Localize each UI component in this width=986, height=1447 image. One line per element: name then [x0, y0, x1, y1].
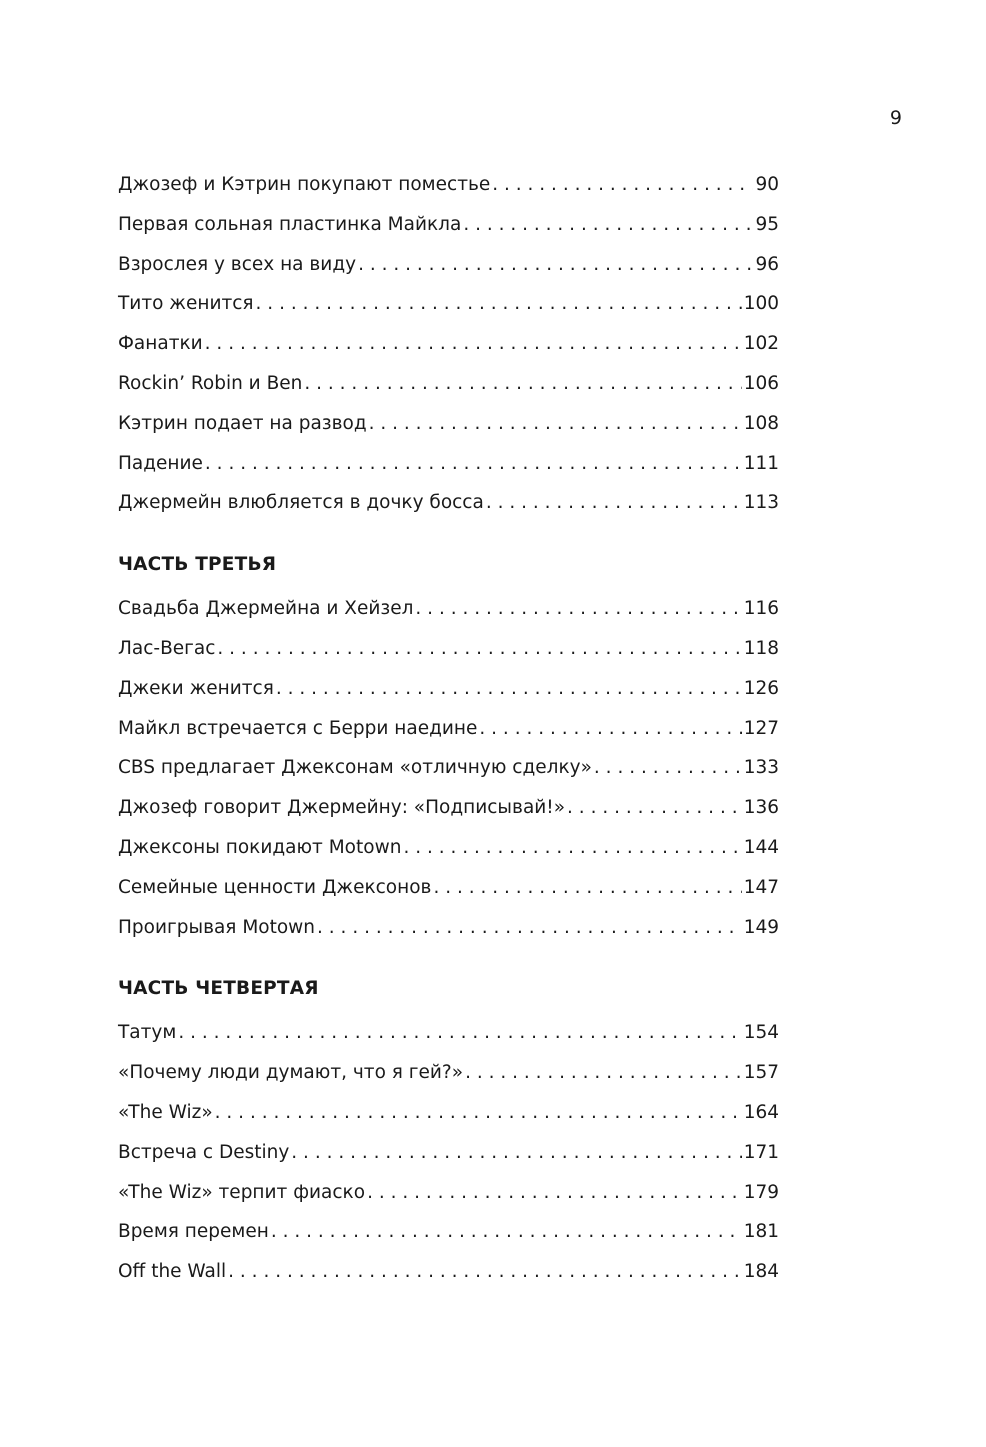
toc-entry-page: 144	[743, 836, 779, 858]
toc-entry-page: 102	[743, 333, 779, 355]
toc-entry-title: Семейные ценности Джексонов	[118, 876, 432, 898]
toc-entry-page: 95	[755, 213, 779, 235]
dot-leader	[594, 755, 742, 781]
toc-entry-page: 126	[743, 677, 779, 699]
toc-entry	[118, 875, 779, 915]
toc-entry	[118, 451, 779, 491]
table-of-contents	[118, 172, 779, 1299]
dot-leader	[358, 252, 753, 278]
toc-entry	[118, 755, 779, 795]
dot-leader	[486, 490, 742, 516]
dot-leader	[403, 835, 741, 861]
toc-entry-page: 113	[743, 492, 779, 514]
dot-leader	[317, 915, 742, 941]
toc-entry-page: 116	[743, 598, 779, 620]
dot-leader	[256, 291, 742, 317]
toc-entry	[118, 596, 779, 636]
toc-entry-title: Джеки женится	[118, 677, 274, 699]
toc-entry	[118, 716, 779, 756]
section-heading: ЧАСТЬ ТРЕТЬЯ	[118, 554, 277, 576]
toc-entry	[118, 411, 779, 451]
dot-leader	[304, 371, 741, 397]
dot-leader	[433, 875, 741, 901]
toc-entry-title: Взрослея у всех на виду	[118, 253, 357, 275]
toc-entry	[118, 1259, 779, 1299]
dot-leader	[205, 331, 742, 357]
toc-entry-title: Время перемен	[118, 1221, 269, 1243]
toc-group	[118, 172, 779, 530]
toc-entry	[118, 1100, 779, 1140]
toc-entry-page: 149	[743, 916, 779, 938]
toc-entry	[118, 915, 779, 955]
toc-entry-title: «The Wiz»	[118, 1101, 213, 1123]
dot-leader	[271, 1219, 742, 1245]
toc-entry-page: 147	[743, 876, 779, 898]
dot-leader	[367, 1180, 742, 1206]
toc-entry-page: 181	[743, 1221, 779, 1243]
toc-entry	[118, 490, 779, 530]
toc-entry	[118, 1020, 779, 1060]
section-heading: ЧАСТЬ ЧЕТВЕРТАЯ	[118, 978, 319, 1000]
toc-entry-title: Джозеф говорит Джермейну: «Подписывай!»	[118, 797, 566, 819]
toc-entry-title: Свадьба Джермейна и Хейзел	[118, 598, 414, 620]
toc-entry-page: 111	[743, 452, 779, 474]
toc-entry	[118, 1060, 779, 1100]
toc-entry-title: Фанатки	[118, 333, 203, 355]
toc-entry-title: Off the Wall	[118, 1261, 227, 1283]
dot-leader	[178, 1020, 741, 1046]
toc-entry	[118, 636, 779, 676]
toc-entry-page: 100	[743, 293, 779, 315]
toc-entry	[118, 795, 779, 835]
toc-entry-title: Лас-Вегас	[118, 637, 216, 659]
dot-leader	[463, 212, 753, 238]
dot-leader	[205, 451, 742, 477]
dot-leader	[479, 716, 741, 742]
toc-entry-title: «The Wiz» терпит фиаско	[118, 1181, 366, 1203]
toc-entry-page: 184	[743, 1261, 779, 1283]
toc-entry	[118, 1219, 779, 1259]
toc-entry-title: Майкл встречается с Берри наедине	[118, 717, 478, 739]
toc-entry	[118, 252, 779, 292]
toc-entry-page: 108	[743, 412, 779, 434]
toc-entry-page: 90	[755, 174, 779, 195]
toc-entry-page: 133	[743, 757, 779, 779]
toc-entry-page: 127	[743, 717, 779, 739]
toc-entry-title: Джермейн влюбляется в дочку босса	[118, 492, 484, 514]
toc-entry-page: 118	[743, 637, 779, 659]
toc-entry-page: 96	[755, 253, 779, 275]
toc-entry-title: «Почему люди думают, что я гей?»	[118, 1062, 464, 1084]
toc-entry-title: Падение	[118, 452, 203, 474]
toc-entry-title: Кэтрин подает на развод	[118, 412, 367, 434]
dot-leader	[465, 1060, 742, 1086]
dot-leader	[228, 1259, 742, 1285]
toc-entry-title: Татум	[118, 1022, 177, 1044]
dot-leader	[567, 795, 742, 821]
toc-entry-title: Джексоны покидают Motown	[118, 836, 402, 858]
dot-leader	[215, 1100, 742, 1126]
toc-entry	[118, 835, 779, 875]
toc-entry-title: Джозеф и Кэтрин покупают поместье	[118, 174, 491, 195]
toc-entry	[118, 331, 779, 371]
toc-entry-title: Тито женится	[118, 293, 254, 315]
toc-entry-title: CBS предлагает Джексонам «отличную сделку»	[118, 757, 592, 779]
toc-group	[118, 552, 779, 954]
dot-leader	[276, 676, 742, 702]
dot-leader	[369, 411, 742, 437]
toc-entry	[118, 676, 779, 716]
toc-entry-title: Проигрывая Motown	[118, 916, 316, 938]
toc-entry-title: Rockin’ Robin и Ben	[118, 372, 303, 394]
dot-leader	[291, 1140, 741, 1166]
toc-entry-page: 154	[743, 1022, 779, 1044]
toc-entry-page: 164	[743, 1101, 779, 1123]
toc-entry-page: 179	[743, 1181, 779, 1203]
toc-entry-page: 106	[743, 372, 779, 394]
toc-entry	[118, 291, 779, 331]
toc-entry	[118, 371, 779, 411]
toc-entry-title: Встреча с Destiny	[118, 1141, 290, 1163]
dot-leader	[492, 172, 753, 198]
toc-entry	[118, 172, 779, 212]
dot-leader	[217, 636, 741, 662]
toc-entry-page: 136	[743, 797, 779, 819]
toc-group	[118, 976, 779, 1299]
page-number: 9	[889, 107, 902, 129]
toc-entry-page: 157	[743, 1062, 779, 1084]
dot-leader	[415, 596, 741, 622]
toc-entry-title: Первая сольная пластинка Майкла	[118, 213, 462, 235]
toc-entry	[118, 1140, 779, 1180]
toc-entry	[118, 1180, 779, 1220]
toc-entry	[118, 212, 779, 252]
toc-entry-page: 171	[743, 1141, 779, 1163]
